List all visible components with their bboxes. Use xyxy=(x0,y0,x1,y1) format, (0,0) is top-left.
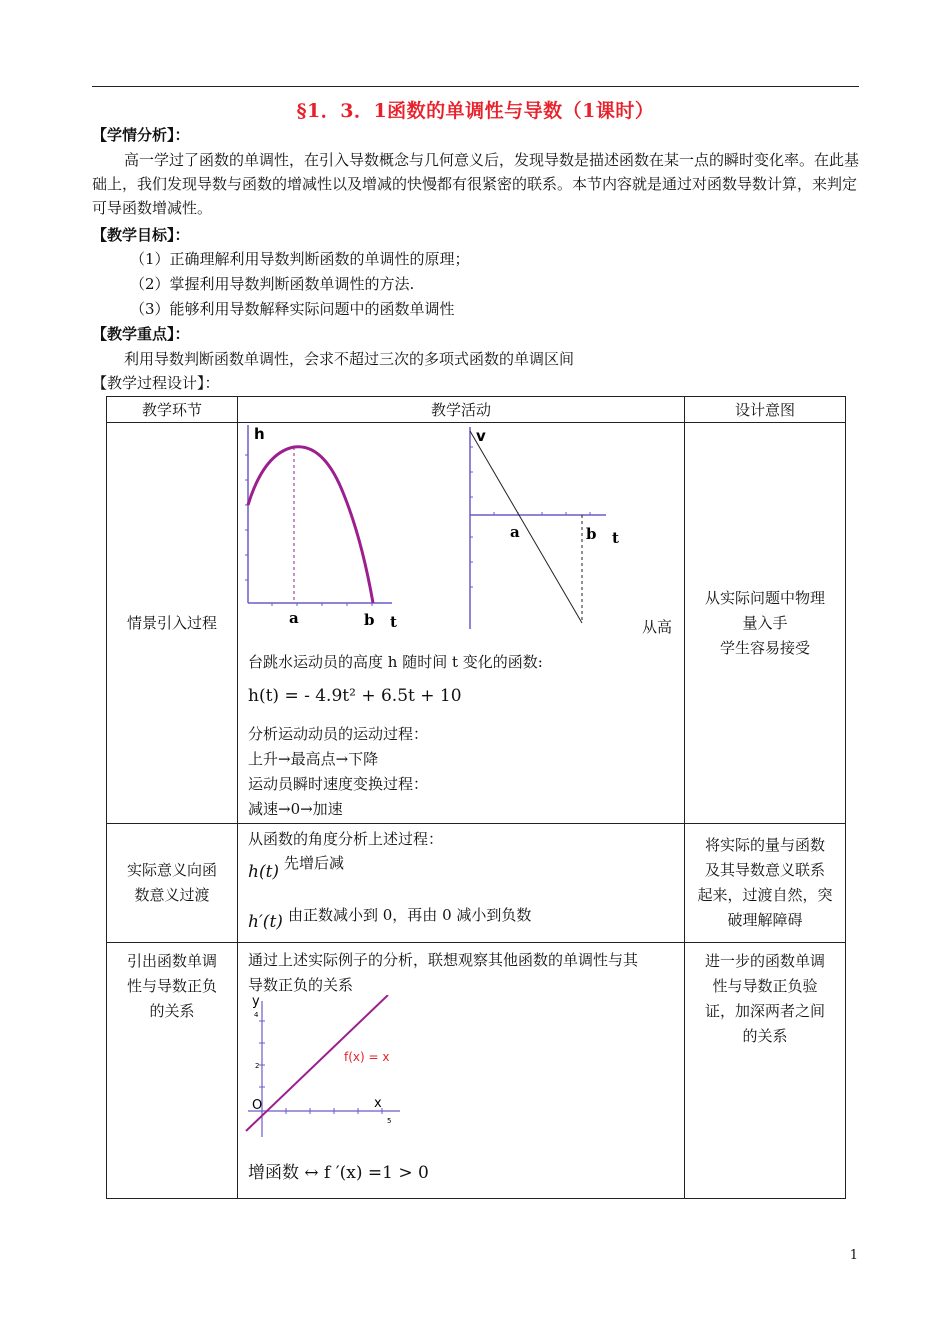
activity-line: 上升→最高点→下降 xyxy=(248,750,379,768)
activity-cell xyxy=(238,423,685,824)
graph2-b-label: b xyxy=(586,525,597,543)
header-stage: 教学环节 xyxy=(107,397,238,423)
graph3-tick-4: 4 xyxy=(254,1011,259,1019)
h-label: h(t) xyxy=(248,862,280,882)
goals-heading: 【教学目标】： xyxy=(92,226,190,244)
graph1-b-label: b xyxy=(364,611,375,629)
height-formula: h(t) = - 4.9t² + 6.5t + 10 xyxy=(248,686,462,706)
graph1-t-label: t xyxy=(390,613,397,630)
intent-line: 量入手 xyxy=(742,613,788,632)
activity-line: 导数正负的关系 xyxy=(248,976,354,994)
graph3-tick-5: 5 xyxy=(387,1117,392,1125)
header-intent: 设计意图 xyxy=(685,397,846,423)
stage-line: 引出函数单调 xyxy=(126,952,217,970)
stage-cell xyxy=(107,943,238,1199)
intent-line: 学生容易接受 xyxy=(719,638,810,657)
intent-line: 的关系 xyxy=(742,1027,788,1045)
graph1-y-label: h xyxy=(254,425,265,443)
activity-cell xyxy=(238,943,685,1199)
intent-line: 从实际问题中物理 xyxy=(704,588,825,607)
page-number: 1 xyxy=(849,1248,858,1263)
activity-line: 从函数的角度分析上述过程： xyxy=(248,830,444,848)
increasing-relation: 增函数 ↔ f ′(x) =1 > 0 xyxy=(248,1163,429,1183)
stage-line: 数意义过渡 xyxy=(134,886,210,904)
intent-line: 证，加深两者之间 xyxy=(704,1002,825,1020)
analysis-text: 高一学过了函数的单调性，在引入导数概念与几何意义后，发现导数是描述函数在某一点的瞬时变化率。在此基础上，我们发现导数与函数的增减性以及增减的快慢都有很紧密的联系。本节内容就是通过对函数导数计算，来判定可导函数增减性。 xyxy=(92,151,860,217)
activity-line: 减速→0→加速 xyxy=(248,800,343,818)
intent-line: 进一步的函数单调 xyxy=(704,952,825,970)
activity-cell xyxy=(238,824,685,943)
intent-line: 及其导数意义联系 xyxy=(704,861,825,879)
graph3-x-label: x xyxy=(374,1096,382,1111)
graph1-a-label: a xyxy=(289,609,299,627)
graph3-origin-label: O xyxy=(252,1098,263,1113)
intent-cell xyxy=(685,943,846,1199)
intent-line: 起来，过渡自然，突 xyxy=(697,886,833,904)
graph3-y-label: y xyxy=(252,995,260,1009)
hp-label: h′(t) xyxy=(248,912,283,932)
velocity-time-graph xyxy=(466,427,636,629)
graph2-y-label: v xyxy=(476,427,486,445)
analysis-heading: 【学情分析】： xyxy=(92,126,190,144)
intent-cell xyxy=(685,423,846,824)
activity-line: 台跳水运动员的高度 h 随时间 t 变化的函数: xyxy=(248,653,543,671)
side-text: 从高 xyxy=(642,618,673,636)
graph2-a-label: a xyxy=(510,523,520,541)
focus-text: 利用导数判断函数单调性，会求不超过三次的多项式函数的单调区间 xyxy=(124,350,575,368)
focus-heading: 【教学重点】： xyxy=(92,325,190,343)
intent-line: 破理解障碍 xyxy=(727,911,803,929)
intent-line: 性与导数正负验 xyxy=(712,977,818,995)
hp-text: 由正数减小到 0，再由 0 减小到负数 xyxy=(288,906,532,924)
activity-line: 分析运动动员的运动过程： xyxy=(248,725,429,743)
process-heading: 【教学过程设计】： xyxy=(92,374,220,392)
stage-line: 的关系 xyxy=(149,1002,195,1020)
stage-line: 性与导数正负 xyxy=(126,977,217,995)
stage-cell xyxy=(107,824,238,943)
graph3-tick-2: 2 xyxy=(255,1062,260,1070)
height-time-graph xyxy=(242,425,402,630)
stage-line: 实际意义向函 xyxy=(126,861,217,879)
activity-line: 通过上述实际例子的分析，联想观察其他函数的单调性与其 xyxy=(248,951,639,969)
activity-line: 运动员瞬时速度变换过程： xyxy=(248,775,429,793)
top-rule xyxy=(92,86,859,87)
graph2-t-label: t xyxy=(612,529,619,547)
h-text: 先增后减 xyxy=(284,854,345,872)
process-table xyxy=(106,396,846,1199)
header-activity: 教学活动 xyxy=(238,397,685,423)
goal-item: （1）正确理解利用导数判断函数的单调性的原理； xyxy=(130,250,470,268)
goal-item: （3）能够利用导数解释实际问题中的函数单调性 xyxy=(130,300,455,318)
stage-cell: 情景引入过程 xyxy=(107,423,238,824)
intent-line: 将实际的量与函数 xyxy=(704,836,825,854)
intent-cell xyxy=(685,824,846,943)
goal-item: （2）掌握利用导数判断函数单调性的方法. xyxy=(130,275,415,293)
fx-label: f(x) = x xyxy=(344,1050,390,1064)
page-title: §1．3．1函数的单调性与导数（1课时） xyxy=(296,100,655,122)
linear-function-graph xyxy=(244,995,404,1143)
